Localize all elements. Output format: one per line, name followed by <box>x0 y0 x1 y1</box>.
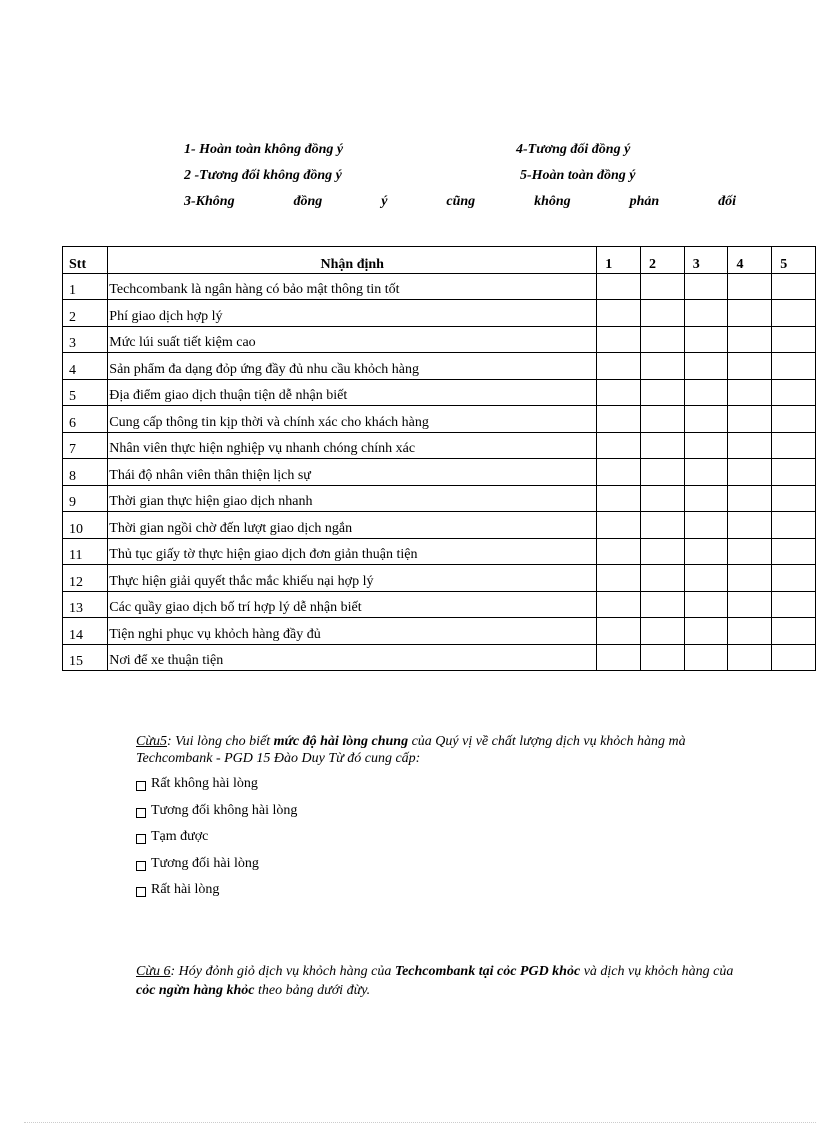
scale-3-label <box>184 194 736 220</box>
table-header-row <box>63 247 816 274</box>
rating-cell-1[interactable] <box>597 512 641 539</box>
statement-text: Mức lúi suất tiết kiệm cao <box>109 335 256 350</box>
rating-cell-2[interactable] <box>640 565 684 592</box>
scale-2-label: 2 -Tương đối không đồng ý <box>184 168 342 183</box>
row-number: 9 <box>63 485 108 512</box>
statement-cell <box>108 273 597 300</box>
statement-text: Techcombank là ngân hàng có bảo mật thông tin tốt <box>109 282 400 297</box>
rating-cell-1[interactable] <box>597 459 641 486</box>
rating-cell-2[interactable] <box>640 353 684 380</box>
rating-cell-5[interactable] <box>772 565 816 592</box>
statement-text: Các quầy giao dịch bố trí hợp lý dễ nhận biết <box>109 600 362 615</box>
statement-text: Thời gian ngồi chờ đến lượt giao dịch ngắn <box>109 520 353 536</box>
rating-cell-3[interactable] <box>684 432 728 459</box>
table-row <box>63 432 816 459</box>
rating-cell-4[interactable] <box>728 353 772 380</box>
satisfaction-rating-table <box>62 246 816 671</box>
table-row <box>63 644 816 671</box>
scale-3-word: cũng <box>446 194 476 209</box>
statement-cell <box>108 644 597 671</box>
rating-cell-4[interactable] <box>728 565 772 592</box>
statement-text: Cung cấp thông tin kịp thời và chính xác cho khách hàng <box>109 414 429 430</box>
rating-cell-5[interactable] <box>772 432 816 459</box>
rating-cell-3[interactable] <box>684 273 728 300</box>
rating-cell-4[interactable] <box>728 326 772 353</box>
rating-cell-3[interactable] <box>684 591 728 618</box>
question-5-text-end: của Quý vị về chất lượng dịch vụ khỏch hàng mà Techcombank - PGD 15 Đào Duy Từ đó cung cấp: <box>136 734 686 766</box>
table-row <box>63 485 816 512</box>
statement-text: Nơi để xe thuận tiện <box>109 653 224 668</box>
rating-cell-5[interactable] <box>772 406 816 433</box>
checkbox-icon[interactable] <box>136 834 146 844</box>
row-number: 2 <box>63 300 108 327</box>
row-number: 7 <box>63 432 108 459</box>
table-row <box>63 273 816 300</box>
table-row <box>63 565 816 592</box>
table-row <box>63 618 816 645</box>
row-number: 4 <box>63 353 108 380</box>
option-somewhat-dissatisfied[interactable] <box>136 803 297 830</box>
rating-cell-2[interactable] <box>640 485 684 512</box>
statement-cell <box>108 326 597 353</box>
rating-cell-5[interactable] <box>772 538 816 565</box>
statement-cell <box>108 432 597 459</box>
rating-cell-4[interactable] <box>728 591 772 618</box>
question-6-text-2: và dịch vụ khỏch hàng của <box>580 964 734 979</box>
rating-cell-3[interactable] <box>684 565 728 592</box>
statement-cell <box>108 618 597 645</box>
rating-cell-1[interactable] <box>597 379 641 406</box>
option-label: Rất không hài lòng <box>151 776 258 791</box>
table-row <box>63 326 816 353</box>
rating-scale-legend <box>184 142 744 220</box>
rating-cell-1[interactable] <box>597 485 641 512</box>
scale-3-word: đồng <box>293 194 323 209</box>
scale-1-label: 1- Hoàn toàn không đồng ý <box>184 142 344 157</box>
table-row <box>63 406 816 433</box>
table-row <box>63 459 816 486</box>
rating-cell-3[interactable] <box>684 512 728 539</box>
table-row <box>63 379 816 406</box>
scale-row-2 <box>184 168 744 194</box>
row-number: 15 <box>63 644 108 671</box>
question-6-emphasis-2: cỏc ngừn hàng khỏc <box>136 983 255 998</box>
option-very-dissatisfied[interactable] <box>136 776 297 803</box>
rating-cell-1[interactable] <box>597 406 641 433</box>
checkbox-icon[interactable] <box>136 887 146 897</box>
question-6-text: : Hóy đỏnh giỏ dịch vụ khỏch hàng của <box>170 964 395 979</box>
rating-cell-5[interactable] <box>772 326 816 353</box>
rating-cell-3[interactable] <box>684 538 728 565</box>
rating-cell-5[interactable] <box>772 300 816 327</box>
statement-cell <box>108 538 597 565</box>
statement-cell <box>108 353 597 380</box>
rating-cell-3[interactable] <box>684 326 728 353</box>
header-rating-5: 5 <box>772 247 816 274</box>
rating-cell-4[interactable] <box>728 512 772 539</box>
rating-cell-5[interactable] <box>772 379 816 406</box>
rating-cell-4[interactable] <box>728 644 772 671</box>
rating-cell-2[interactable] <box>640 459 684 486</box>
rating-cell-5[interactable] <box>772 618 816 645</box>
rating-cell-4[interactable] <box>728 406 772 433</box>
statement-text: Tiện nghi phục vụ khỏch hàng đầy đủ <box>109 626 321 642</box>
statement-cell <box>108 591 597 618</box>
rating-cell-5[interactable] <box>772 273 816 300</box>
row-number: 14 <box>63 618 108 645</box>
question-6-label: Cừu 6 <box>136 964 171 979</box>
rating-cell-4[interactable] <box>728 432 772 459</box>
rating-cell-1[interactable] <box>597 565 641 592</box>
table-row <box>63 300 816 327</box>
row-number: 12 <box>63 565 108 592</box>
scale-3-word: ý <box>381 194 388 209</box>
rating-cell-1[interactable] <box>597 618 641 645</box>
checkbox-icon[interactable] <box>136 861 146 871</box>
statement-cell <box>108 565 597 592</box>
header-rating-3: 3 <box>684 247 728 274</box>
rating-cell-2[interactable] <box>640 326 684 353</box>
question-5-emphasis: mức độ hài lòng chung <box>273 734 409 749</box>
rating-cell-3[interactable] <box>684 379 728 406</box>
statement-text: Nhân viên thực hiện nghiệp vụ nhanh chóng chính xác <box>109 441 416 456</box>
statement-text: Thời gian thực hiện giao dịch nhanh <box>109 494 313 509</box>
rating-cell-1[interactable] <box>597 644 641 671</box>
rating-cell-5[interactable] <box>772 353 816 380</box>
rating-cell-3[interactable] <box>684 406 728 433</box>
row-number: 10 <box>63 512 108 539</box>
statement-cell <box>108 512 597 539</box>
rating-cell-4[interactable] <box>728 300 772 327</box>
table-row <box>63 591 816 618</box>
row-number: 8 <box>63 459 108 486</box>
question-6-text-3: theo bảng dưới đừy. <box>254 983 371 998</box>
row-number: 13 <box>63 591 108 618</box>
rating-cell-2[interactable] <box>640 273 684 300</box>
header-rating-1: 1 <box>597 247 641 274</box>
rating-cell-2[interactable] <box>640 379 684 406</box>
header-rating-4: 4 <box>728 247 772 274</box>
header-rating-2: 2 <box>640 247 684 274</box>
rating-cell-5[interactable] <box>772 512 816 539</box>
table-row <box>63 538 816 565</box>
scale-5-label: 5-Hoàn toàn đồng ý <box>520 168 636 183</box>
rating-cell-3[interactable] <box>684 485 728 512</box>
question-5 <box>136 733 746 767</box>
rating-cell-4[interactable] <box>728 538 772 565</box>
scale-row-1 <box>184 142 744 168</box>
scale-4-label: 4-Tương đối đồng ý <box>516 142 631 157</box>
rating-cell-4[interactable] <box>728 485 772 512</box>
rating-cell-1[interactable] <box>597 353 641 380</box>
rating-cell-1[interactable] <box>597 591 641 618</box>
scale-3-word: không <box>534 194 571 209</box>
rating-cell-3[interactable] <box>684 300 728 327</box>
checkbox-icon[interactable] <box>136 781 146 791</box>
rating-cell-2[interactable] <box>640 644 684 671</box>
question-6 <box>136 962 746 1000</box>
scale-3-word: phản <box>629 194 660 209</box>
question-5-options <box>136 776 297 909</box>
statement-text: Địa điểm giao dịch thuận tiện dễ nhận biết <box>109 388 348 403</box>
rating-cell-1[interactable] <box>597 300 641 327</box>
rating-cell-1[interactable] <box>597 538 641 565</box>
statement-text: Phí giao dịch hợp lý <box>109 308 223 324</box>
statement-cell <box>108 300 597 327</box>
rating-cell-2[interactable] <box>640 618 684 645</box>
rating-cell-3[interactable] <box>684 644 728 671</box>
scale-3-word: đối <box>718 194 736 209</box>
rating-cell-4[interactable] <box>728 379 772 406</box>
option-label: Rất hài lòng <box>151 882 220 898</box>
row-number: 11 <box>63 538 108 565</box>
rating-cell-3[interactable] <box>684 459 728 486</box>
checkbox-icon[interactable] <box>136 808 146 818</box>
statement-cell <box>108 459 597 486</box>
row-number: 1 <box>63 273 108 300</box>
statement-text: Thực hiện giải quyết thắc mắc khiếu nại hợp lý <box>109 573 374 589</box>
option-acceptable[interactable] <box>136 829 297 856</box>
option-somewhat-satisfied[interactable] <box>136 856 297 883</box>
row-number: 5 <box>63 379 108 406</box>
rating-cell-4[interactable] <box>728 273 772 300</box>
option-label: Tạm được <box>151 829 209 845</box>
rating-cell-2[interactable] <box>640 406 684 433</box>
statement-cell <box>108 406 597 433</box>
rating-cell-2[interactable] <box>640 432 684 459</box>
statement-cell <box>108 485 597 512</box>
rating-cell-3[interactable] <box>684 618 728 645</box>
statement-text: Thủ tục giấy tờ thực hiện giao dịch đơn giản thuận tiện <box>109 547 418 562</box>
option-label: Tương đối không hài lòng <box>151 802 298 818</box>
option-very-satisfied[interactable] <box>136 882 297 909</box>
table-row <box>63 512 816 539</box>
rating-cell-2[interactable] <box>640 300 684 327</box>
statement-text: Sản phẩm đa dạng đỏp ứng đầy đủ nhu cầu khỏch hàng <box>109 361 419 377</box>
statement-text: Thái độ nhân viên thân thiện lịch sự <box>109 467 311 483</box>
row-number: 3 <box>63 326 108 353</box>
statement-cell <box>108 379 597 406</box>
rating-cell-5[interactable] <box>772 644 816 671</box>
rating-cell-5[interactable] <box>772 485 816 512</box>
rating-cell-5[interactable] <box>772 591 816 618</box>
question-6-emphasis-1: Techcombank tại cỏc PGD khỏc <box>394 964 581 979</box>
option-label: Tương đối hài lòng <box>151 855 259 871</box>
table-row <box>63 353 816 380</box>
rating-cell-4[interactable] <box>728 618 772 645</box>
header-stt: Stt <box>63 247 108 274</box>
rating-cell-4[interactable] <box>728 459 772 486</box>
header-statement: Nhận định <box>108 247 597 274</box>
rating-cell-3[interactable] <box>684 353 728 380</box>
question-5-label: Cừu5 <box>136 734 167 749</box>
rating-cell-2[interactable] <box>640 591 684 618</box>
rating-cell-1[interactable] <box>597 326 641 353</box>
rating-cell-5[interactable] <box>772 459 816 486</box>
rating-cell-1[interactable] <box>597 432 641 459</box>
scale-3-word: 3-Không <box>184 194 235 209</box>
question-5-text: : Vui lòng cho biết <box>166 734 274 749</box>
rating-cell-2[interactable] <box>640 512 684 539</box>
rating-cell-2[interactable] <box>640 538 684 565</box>
rating-cell-1[interactable] <box>597 273 641 300</box>
row-number: 6 <box>63 406 108 433</box>
